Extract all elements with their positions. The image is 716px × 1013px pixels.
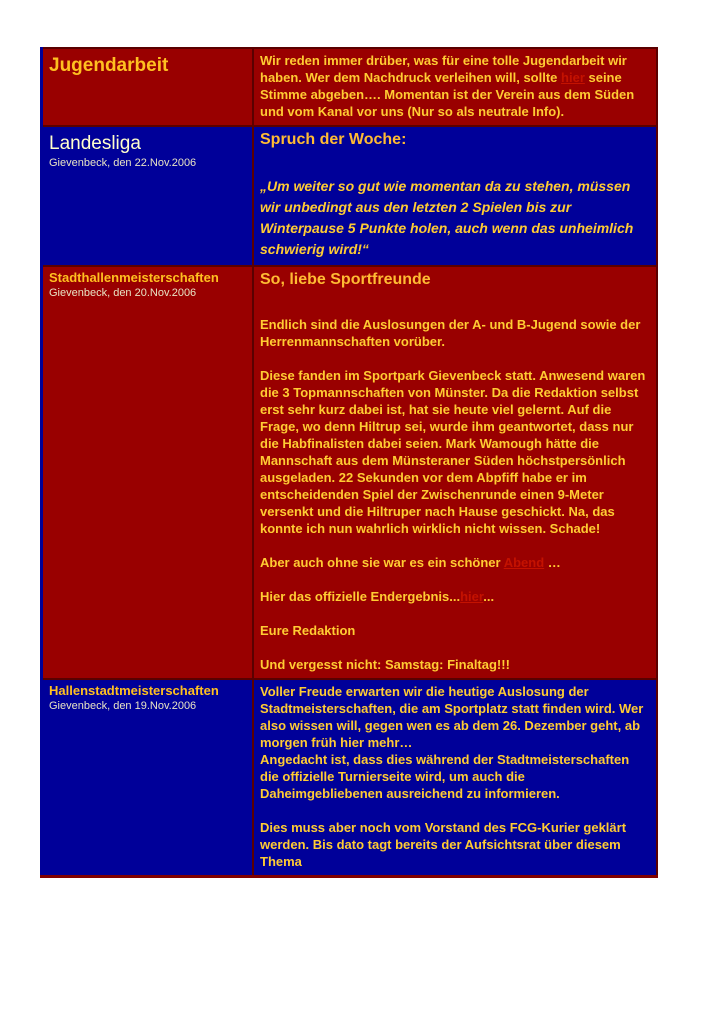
- section-title: Stadthallenmeisterschaften: [49, 270, 219, 285]
- row-content-cell-jugendarbeit: [253, 48, 657, 126]
- section-title: Landesliga: [49, 133, 141, 154]
- row-label-cell-jugendarbeit: [42, 48, 254, 126]
- paragraph: Voller Freude erwarten wir die heutige Auslosung der Stadtmeisterschaften, die am Sportplatz statt finden wird. Wer also wissen will, gegen wen es ab dem 26. Dezember geht, ab morgen früh hier mehr…: [260, 684, 644, 750]
- paragraph: Und vergesst nicht: Samstag: Finaltag!!!: [260, 657, 510, 672]
- inline-link[interactable]: hier: [561, 70, 585, 85]
- table-row: [42, 126, 658, 266]
- paragraph: Diese fanden im Sportpark Gievenbeck statt. Anwesend waren die 3 Topmannschaften von Münster. Da die Redaktion selbst erst sehr kurz dabei ist, hat sie heute viel gelernt. Auf die Frage, wo denn Hiltrup sei, wurde ihm geantwortet, dass nur die Habfinalisten dabei seien. Mark Wamough hätte die Mannschaft aus dem Münsteraner Süden höchstpersönlich ausgeladen. 22 Sekunden vor dem Abpfiff habe er im entscheidenden Spiel der Zwischenrunde einen 9-Meter versenkt und die Hiltruper nach Hause geschickt. Na, das konnte ich nun wahrlich wirklich nicht wissen. Schade!: [260, 368, 646, 536]
- paragraph: Wir reden immer drüber, was für eine tolle Jugendarbeit wir haben. Wer dem Nachdruck verleihen will, sollte hier seine Stimme abgeben…. Momentan ist der Verein aus dem Süden und vom Kanal vor uns (Nur so als neutrale Info).: [260, 53, 635, 119]
- table-row: [42, 48, 658, 126]
- news-table: [40, 47, 658, 878]
- row-label-cell-landesliga: [42, 126, 254, 266]
- table-row: [42, 266, 658, 679]
- section-date: Gievenbeck, den 22.Nov.2006: [49, 157, 197, 169]
- paragraph: Endlich sind die Auslosungen der A- und B-Jugend sowie der Herrenmannschaften vorüber.: [260, 317, 641, 349]
- table-row: [42, 679, 658, 877]
- row-content-cell-stadthallenmeisterschaften: [253, 266, 657, 679]
- row-content-cell-landesliga: [253, 126, 657, 266]
- section-date: Gievenbeck, den 19.Nov.2006: [49, 700, 197, 712]
- section-title: Jugendarbeit: [49, 55, 169, 76]
- row-content-cell-hallenstadtmeisterschaften: [253, 679, 657, 877]
- row-label-cell-hallenstadtmeisterschaften: [42, 679, 254, 877]
- inline-link[interactable]: Abend: [503, 555, 545, 570]
- paragraph: Hier das offizielle Endergebnis...hier...: [260, 589, 495, 604]
- paragraph: Angedacht ist, dass dies während der Stadtmeisterschaften die offizielle Turnierseite wird, um auch die Daheimgebliebenen ausreichend zu informieren.: [260, 752, 630, 801]
- section-date: Gievenbeck, den 20.Nov.2006: [49, 287, 197, 299]
- paragraph: Dies muss aber noch vom Vorstand des FCG-Kurier geklärt werden. Bis dato tagt bereits der Aufsichtsrat über diesem Thema: [260, 820, 627, 869]
- section-heading: Spruch der Woche:: [260, 131, 407, 148]
- inline-link[interactable]: hier: [460, 589, 484, 604]
- paragraph: Eure Redaktion: [260, 623, 356, 638]
- paragraph: „Um weiter so gut wie momentan da zu stehen, müssen wir unbedingt aus den letzten 2 Spielen bis zur Winterpause 5 Punkte holen, auch wenn das unheimlich schwierig wird!“: [260, 178, 634, 257]
- section-heading: So, liebe Sportfreunde: [260, 271, 431, 288]
- section-title: Hallenstadtmeisterschaften: [49, 683, 219, 698]
- paragraph: Aber auch ohne sie war es ein schöner Abend …: [260, 555, 561, 570]
- row-label-cell-stadthallenmeisterschaften: [42, 266, 254, 679]
